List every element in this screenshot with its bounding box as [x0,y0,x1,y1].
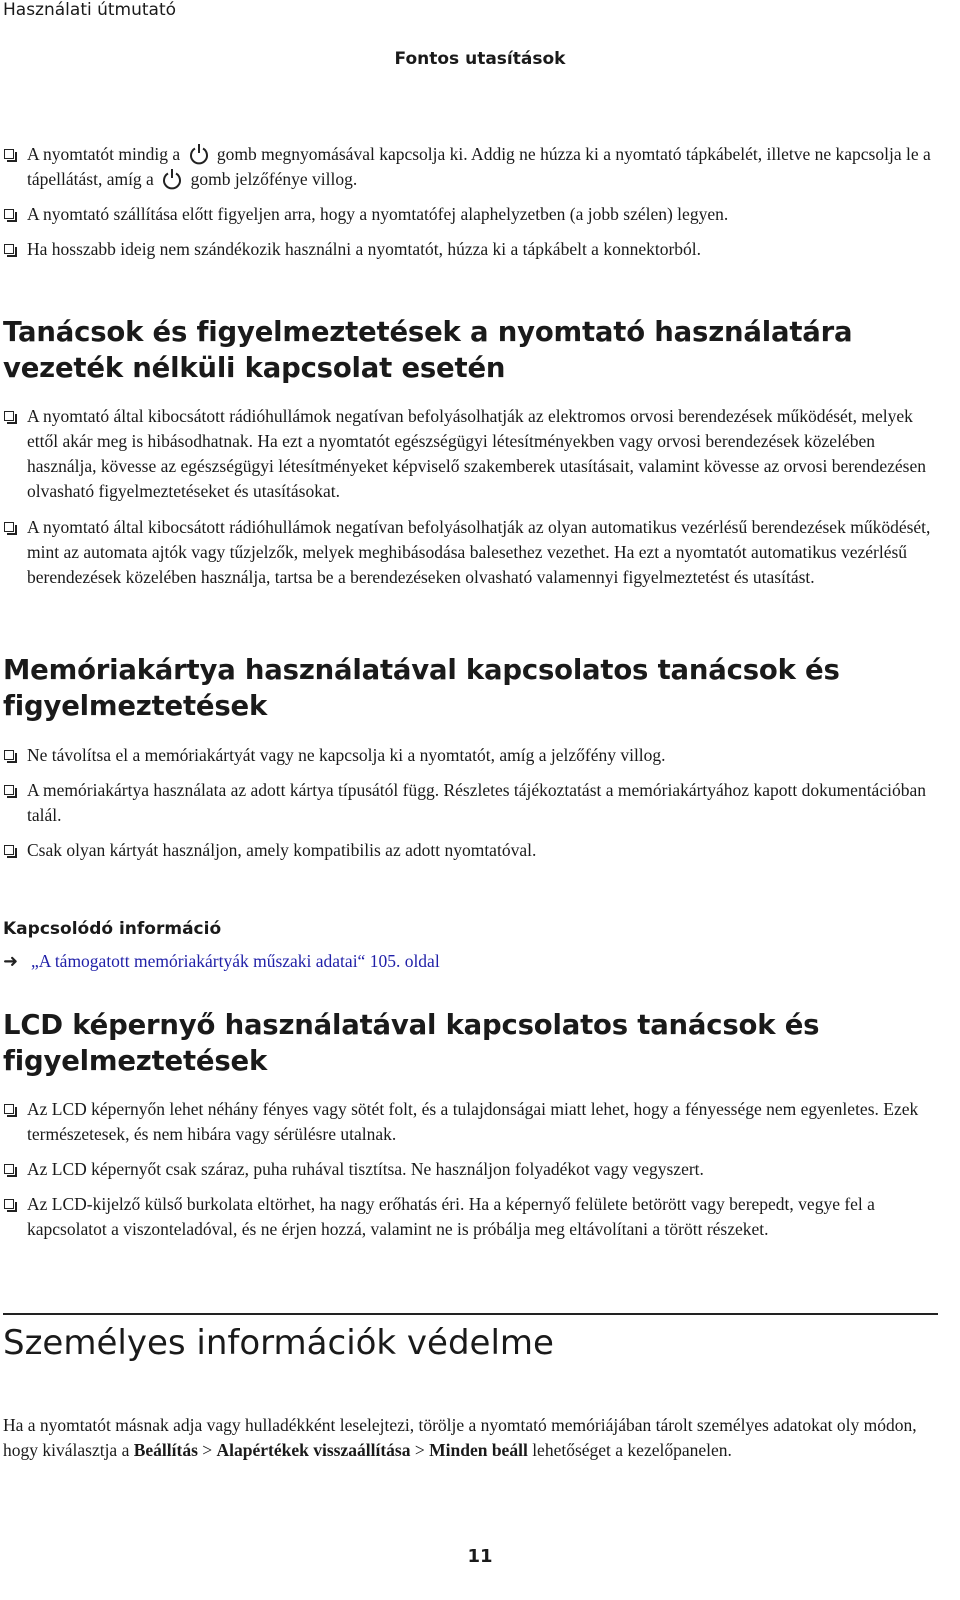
checkbox-bullet-icon [4,1199,14,1209]
list-item [3,1157,933,1182]
memory-heading-wrap [3,652,933,724]
item-text: Az LCD képernyőn lehet néhány fényes vagy sötét folt, és a tulajdonságai miatt lehet, hogy a fényessége nem egyenletes. Ezek természetesek, és nem hibára vagy sérülésre utalnak. [27,1099,919,1144]
menu-path-settings: Beállítás [133,1440,198,1460]
item-text: gomb megnyomásával kapcsolja ki. Addig ne húzza ki a nyomtató tápkábelét, illetve ne kapcsolja le a tápellátást, amíg a [27,144,931,189]
related-link[interactable] [3,951,933,972]
list-item [3,202,933,227]
wireless-heading-wrap [3,314,933,386]
page-number: 11 [467,1546,493,1567]
power-icon [189,143,209,165]
related-link-text[interactable]: „A támogatott memóriakártyák műszaki adatai“ 105. oldal [31,951,440,971]
checkbox-bullet-icon [4,522,14,532]
list-item [3,1097,933,1147]
list-item [3,743,933,768]
list-item [3,142,933,192]
list-item [3,778,933,828]
menu-separator: > [202,1440,213,1460]
menu-path-all-settings: Minden beáll [429,1440,528,1460]
privacy-heading: Személyes információk védelme [3,1323,554,1363]
power-icon [162,168,182,190]
paragraph-text: lehetőséget a kezelőpanelen. [532,1440,732,1460]
checkbox-bullet-icon [4,1164,14,1174]
lcd-list [3,1097,933,1242]
checkbox-bullet-icon [4,149,14,159]
item-text: Az LCD képernyőt csak száraz, puha ruhával tisztítsa. Ne használjon folyadékot vagy vegyszert. [27,1159,704,1179]
related-info-heading: Kapcsolódó információ [3,919,222,939]
memory-heading: Memóriakártya használatával kapcsolatos tanácsok és figyelmeztetések [3,654,840,722]
checkbox-bullet-icon [4,1104,14,1114]
item-text: A nyomtatót mindig a [27,144,181,164]
document-header: Használati útmutató [3,0,177,20]
item-text: Az LCD-kijelző külső burkolata eltörhet, ha nagy erőhatás éri. Ha a képernyő felülete betörött vagy berepedt, vegye fel a kapcsolatot a viszonteladóval, és ne érjen hozzá, valamint ne is próbálja meg eltávolítani a törött részeket. [27,1194,875,1239]
list-item [3,404,933,504]
lcd-heading: LCD képernyő használatával kapcsolatos tanácsok és figyelmeztetések [3,1009,820,1077]
wireless-list [3,404,933,590]
menu-path-restore-defaults: Alapértékek visszaállítása [216,1440,411,1460]
list-item [3,515,933,590]
item-text: Ne távolítsa el a memóriakártyát vagy ne kapcsolja ki a nyomtatót, amíg a jelzőfény villog. [27,745,666,765]
checkbox-bullet-icon [4,845,14,855]
section-title: Fontos utasítások [394,49,566,69]
privacy-paragraph [3,1413,933,1463]
intro-list [3,142,933,262]
item-text: A memóriakártya használata az adott kártya típusától függ. Részletes tájékoztatást a memóriakártyához kapott dokumentációban talál. [27,780,926,825]
privacy-heading-wrap [3,1323,933,1363]
related-link-row [3,951,933,972]
checkbox-bullet-icon [4,785,14,795]
list-item [3,237,933,262]
item-text: Ha hosszabb ideig nem szándékozik használni a nyomtatót, húzza ki a tápkábelt a konnektorból. [27,239,702,259]
item-text: A nyomtató által kibocsátott rádióhullámok negatívan befolyásolhatják az olyan automatikus vezérlésű berendezések működését, mint az automata ajtók vagy tűzjelzők, melyek meghibásodása balesethez vezethet. Ha ezt a nyomtatót automatikus vezérlésű berendezések közelében használja, tartsa be a berendezéseken olvasható valamennyi figyelmeztetést és utasítást. [27,517,931,587]
checkbox-bullet-icon [4,411,14,421]
menu-separator: > [414,1440,425,1460]
checkbox-bullet-icon [4,750,14,760]
arrow-right-icon: ➜ [3,951,19,971]
memory-list [3,743,933,863]
item-text: gomb jelzőfénye villog. [190,169,358,189]
list-item [3,838,933,863]
paragraph-text: Ha a nyomtatót másnak adja vagy hulladékként leselejtezi, törölje a nyomtató memóriájában tárolt személyes adatokat oly módon, hogy kiválasztja a [3,1415,917,1460]
item-text: A nyomtató által kibocsátott rádióhullámok negatívan befolyásolhatják az elektromos orvosi berendezések működését, melyek ettől akár meg is hibásodhatnak. Ha ezt a nyomtatót egészségügyi létesítményekben vagy orvosi berendezések közelében használja, kövesse az egészségügyi létesítményeket képviselő szakemberek utasításait, valamint kövesse az orvosi berendezésen olvasható figyelmeztetéseket és utasításokat. [27,406,926,501]
lcd-heading-wrap [3,1007,933,1079]
item-text: A nyomtató szállítása előtt figyeljen arra, hogy a nyomtatófej alaphelyzetben (a jobb szélen) legyen. [27,204,729,224]
list-item [3,1192,933,1242]
checkbox-bullet-icon [4,244,14,254]
wireless-heading: Tanácsok és figyelmeztetések a nyomtató használatára vezeték nélküli kapcsolat esetén [3,316,853,384]
item-text: Csak olyan kártyát használjon, amely kompatibilis az adott nyomtatóval. [27,840,537,860]
section-divider [3,1313,938,1315]
checkbox-bullet-icon [4,209,14,219]
